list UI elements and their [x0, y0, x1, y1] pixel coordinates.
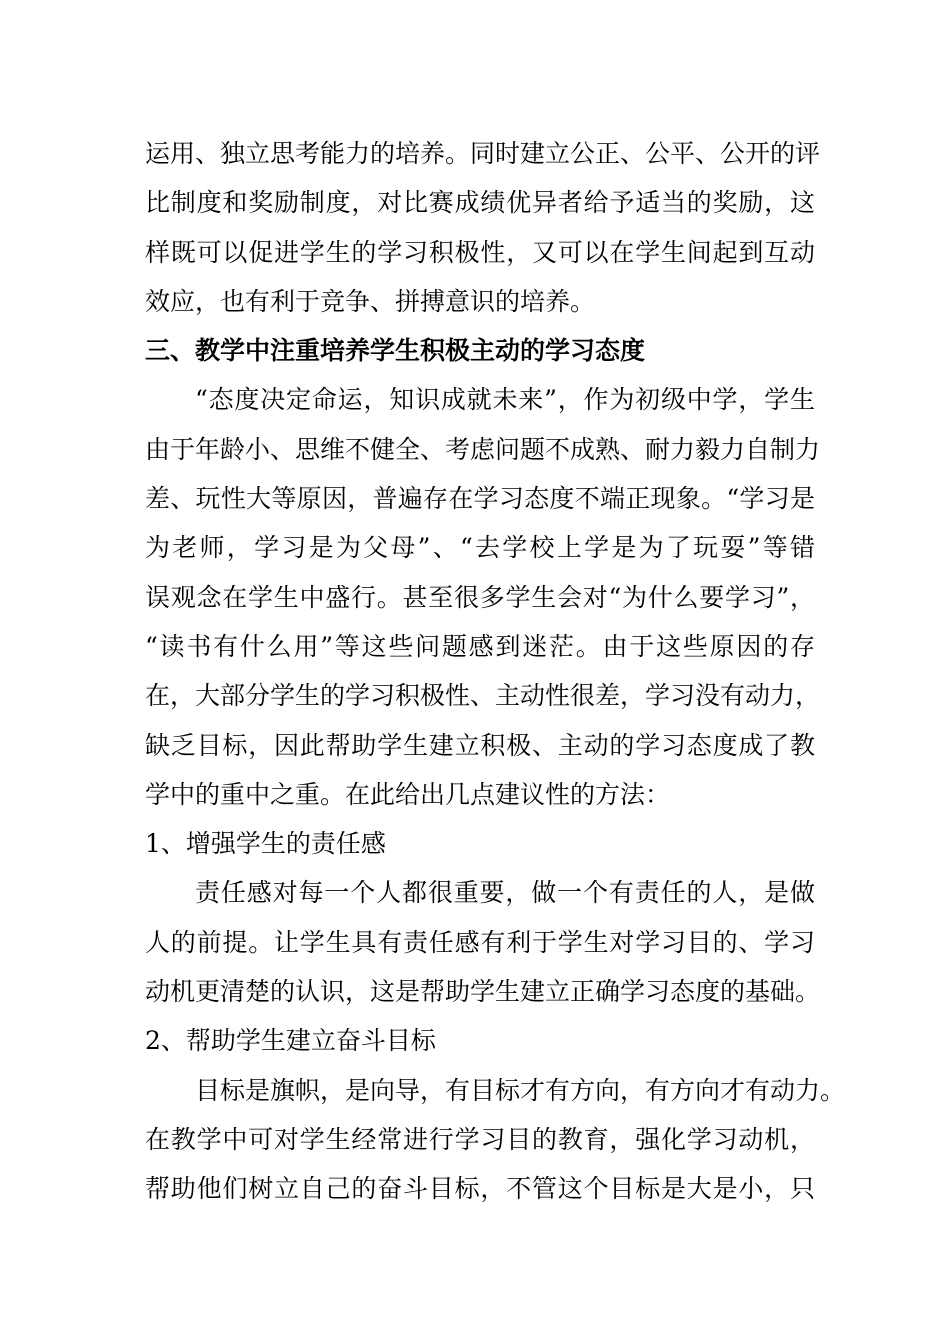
text-line: 比制度和奖励制度，对比赛成绩优异者给予适当的奖励，这 [145, 188, 815, 218]
text-line: 误观念在学生中盛行。甚至很多学生会对“为什么要学习”， [145, 582, 815, 612]
text-line: 运用、独立思考能力的培养。同时建立公正、公平、公开的评 [145, 139, 821, 168]
text-line: 为老师，学习是为父母”、“去学校上学是为了玩耍”等错 [145, 533, 815, 563]
text-line: 样既可以促进学生的学习积极性，又可以在学生间起到互动 [145, 237, 815, 267]
text-line: 差、玩性大等原因，普遍存在学习态度不端正现象。“学习是 [145, 484, 815, 514]
text-line: 在，大部分学生的学习积极性、主动性很差，学习没有动力， [145, 681, 821, 711]
text-line: 在教学中可对学生经常进行学习目的教育，强化学习动机， [145, 1124, 815, 1154]
document-body [145, 129, 846, 1214]
text-line: 人的前提。让学生具有责任感有利于学生对学习目的、学习 [145, 927, 815, 957]
text-line: “态度决定命运，知识成就未来”，作为初级中学，学生 [195, 385, 815, 415]
text-line: 2、帮助学生建立奋斗目标 [145, 1026, 436, 1056]
text-line: 由于年龄小、思维不健全、考虑问题不成熟、耐力毅力自制力 [145, 434, 821, 464]
text-line: 目标是旗帜，是向导，有目标才有方向，有方向才有动力。 [195, 1075, 846, 1105]
text-line: 帮助他们树立自己的奋斗目标，不管这个目标是大是小，只 [145, 1174, 815, 1204]
text-line: 动机更清楚的认识，这是帮助学生建立正确学习态度的基础。 [145, 977, 821, 1007]
text-line: 效应，也有利于竞争、拼搏意识的培养。 [145, 286, 596, 316]
section-heading: 三、教学中注重培养学生积极主动的学习态度 [145, 336, 646, 366]
text-line: 责任感对每一个人都很重要，做一个有责任的人，是做 [195, 878, 815, 908]
text-line: 1、增强学生的责任感 [145, 829, 386, 859]
text-line: 缺乏目标，因此帮助学生建立积极、主动的学习态度成了教 [145, 730, 815, 760]
text-line: 学中的重中之重。在此给出几点建议性的方法： [145, 779, 671, 809]
text-line: “读书有什么用”等这些问题感到迷茫。由于这些原因的存 [145, 631, 815, 661]
